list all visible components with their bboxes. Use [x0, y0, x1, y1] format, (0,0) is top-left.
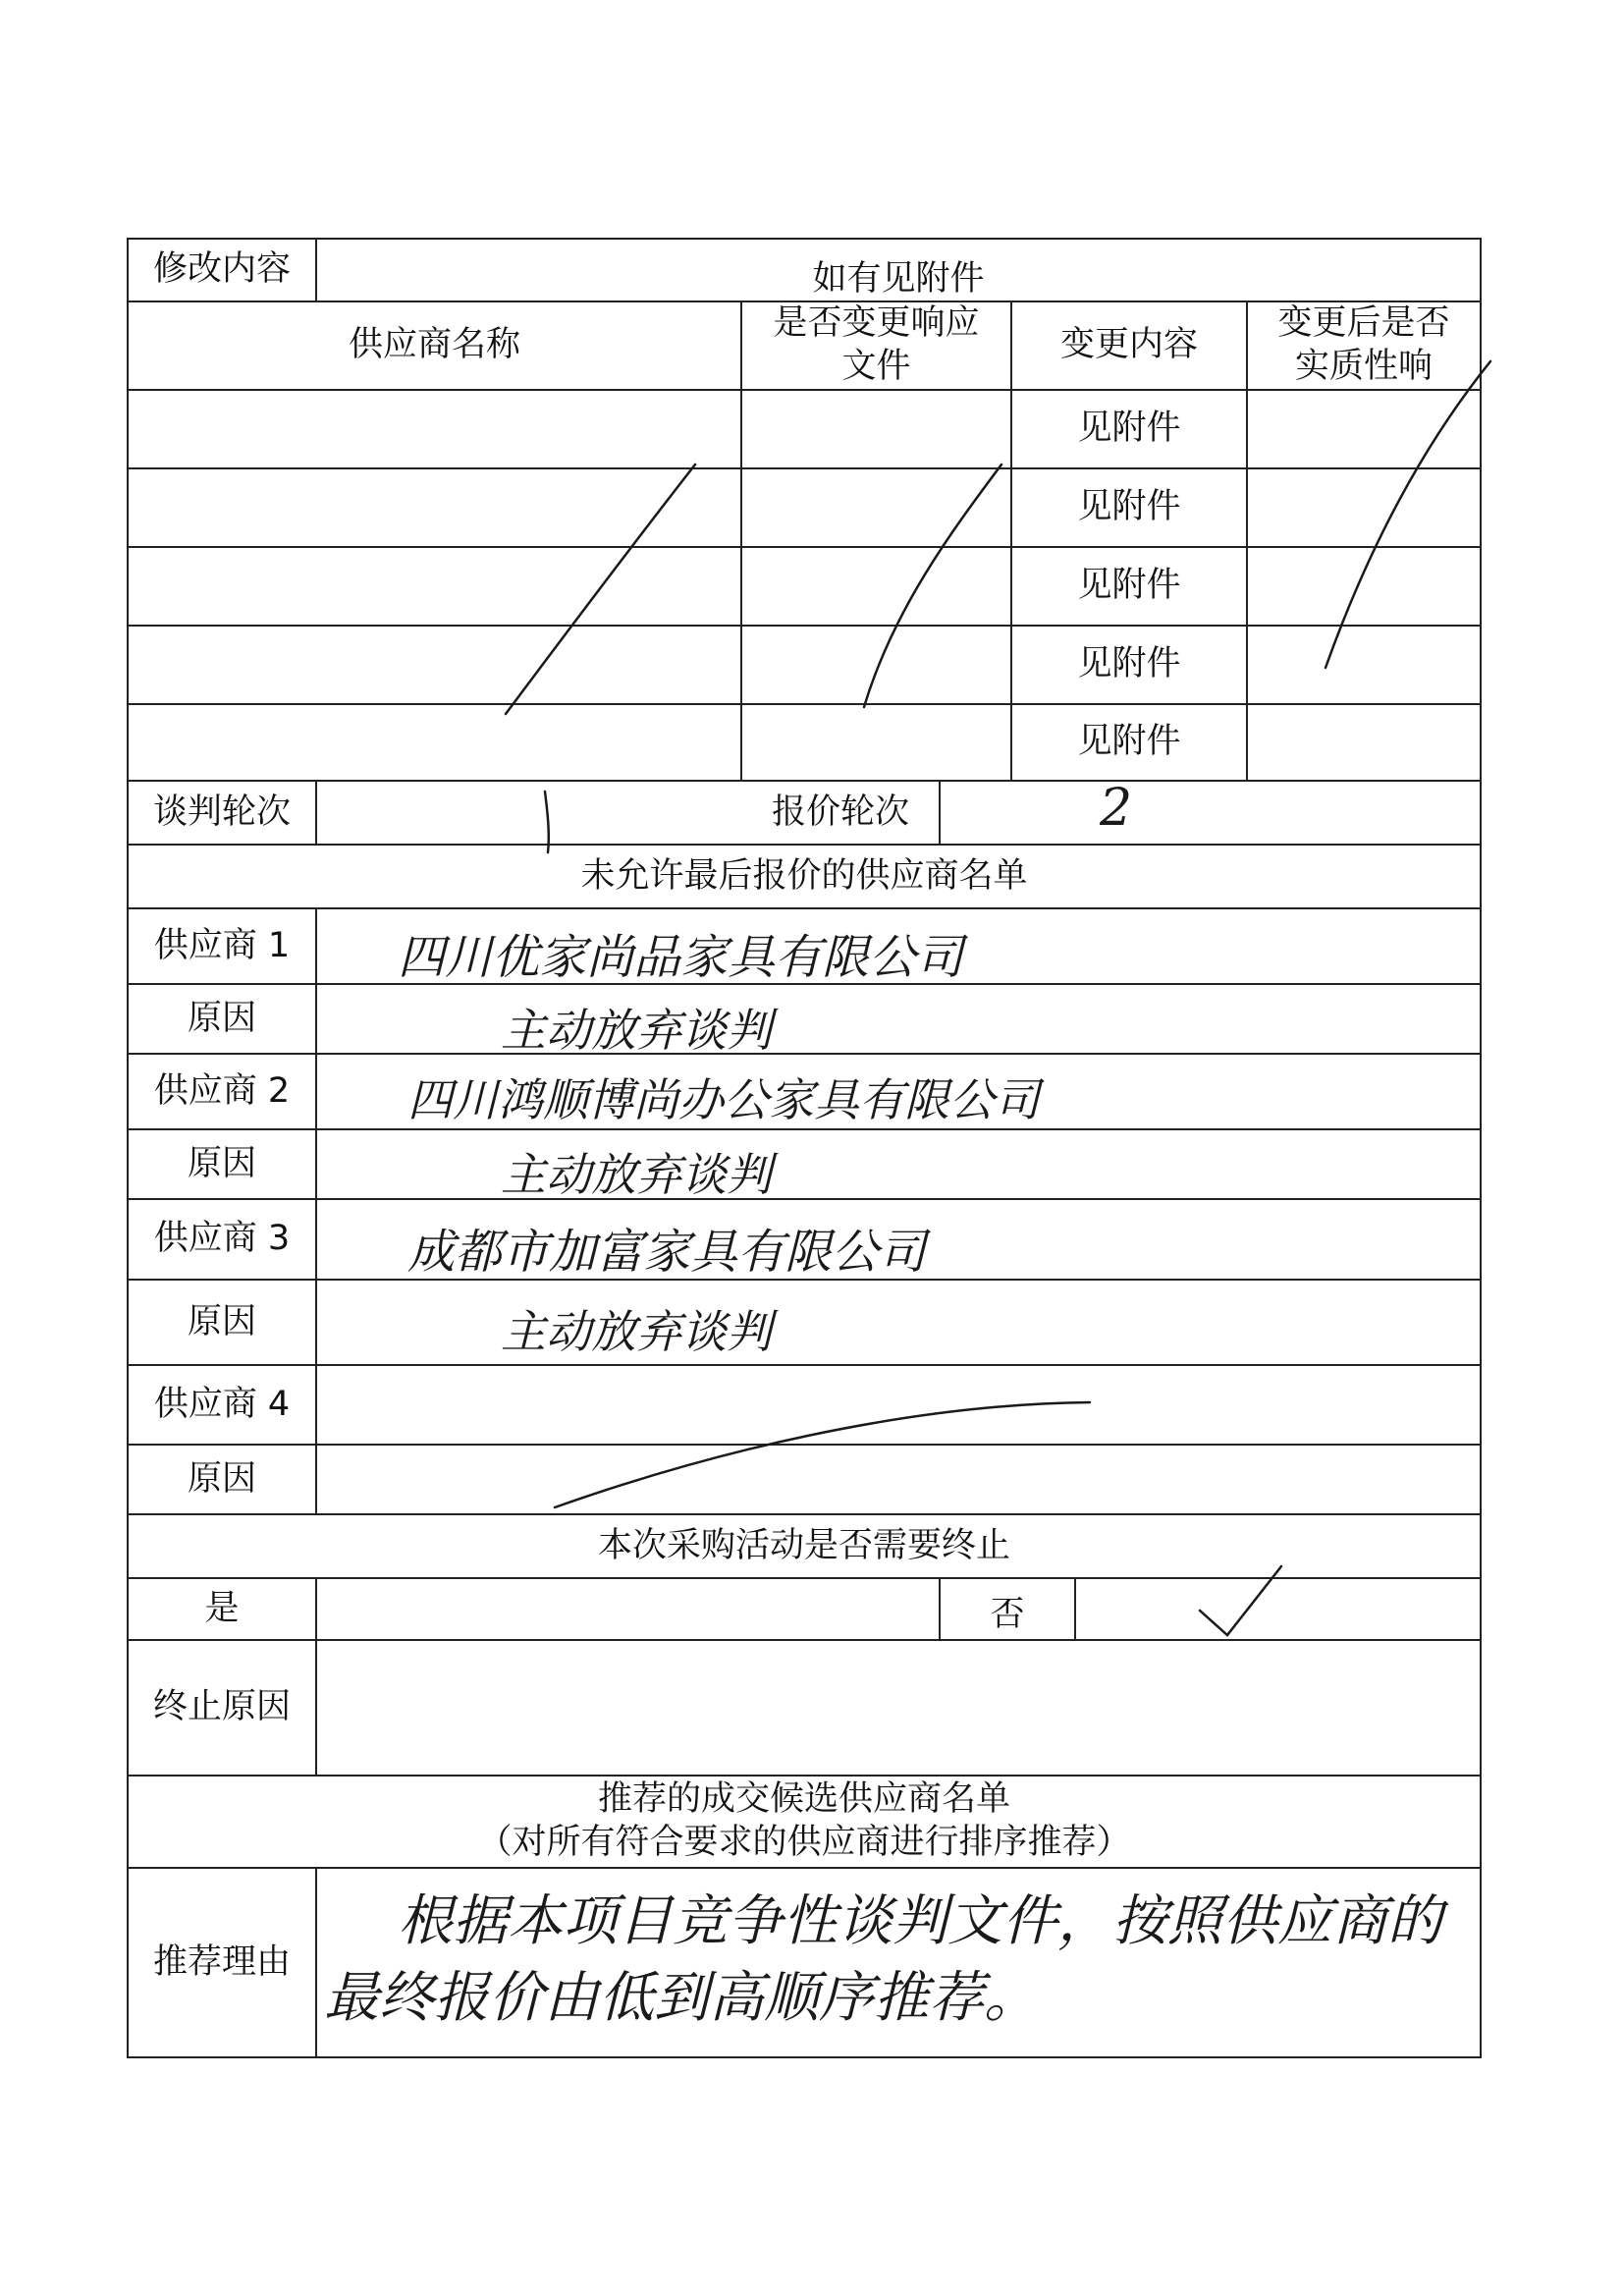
col-supplier-name: 供应商名称: [348, 325, 520, 365]
recommended-title: [128, 1776, 1481, 1868]
supplier-3-name: 成都市加富家具有限公司: [407, 1225, 927, 1280]
modify-content-label: 修改内容: [152, 249, 291, 290]
modify-content-value: 如有见附件: [812, 258, 985, 299]
handwritten-strike-mark: [506, 465, 695, 714]
supplier-3-label: 供应商 3: [153, 1219, 291, 1259]
supplier-1-name: 四川优家尚品家具有限公司: [398, 930, 964, 985]
col-substantive-line1: 变更后是否: [1277, 303, 1450, 344]
supplier-2-reason-label: 原因: [187, 1143, 256, 1183]
attachment-cell: 见附件: [1077, 409, 1181, 449]
attachment-cell: 见附件: [1077, 644, 1181, 684]
termination-reason-label: 终止原因: [152, 1687, 291, 1727]
supplier-2-label: 供应商 2: [153, 1070, 291, 1111]
attachment-cell: 见附件: [1077, 487, 1181, 527]
supplier-3-reason: 主动放弃谈判: [501, 1305, 772, 1358]
col-substantive-line2: 实质性响: [1294, 347, 1433, 386]
termination-no-label: 否: [990, 1594, 1025, 1634]
supplier-2-name: 四川鸿顺博尚办公家具有限公司: [407, 1073, 1040, 1126]
supplier-1-label: 供应商 1: [153, 925, 291, 965]
supplier-4-reason-label: 原因: [187, 1458, 256, 1499]
handwritten-strike-mark: [1325, 361, 1490, 668]
supplier-2-reason: 主动放弃谈判: [501, 1148, 772, 1201]
col-change-response-line2: 文件: [841, 347, 911, 386]
recommended-title-line2: （对所有符合要求的供应商进行排序推荐）: [477, 1823, 1131, 1862]
termination-yes-label: 是: [204, 1588, 240, 1628]
handwritten-strike-mark: [555, 1402, 1090, 1507]
recommend-reason-line2: 最终报价由低到高顺序推荐。: [324, 1966, 1039, 2030]
quote-rounds-label: 报价轮次: [771, 792, 909, 832]
quote-rounds-value: 2: [1100, 779, 1133, 838]
handwritten-strike-mark: [864, 465, 1001, 707]
col-change-content: 变更内容: [1059, 325, 1198, 365]
recommend-reason-label: 推荐理由: [152, 1941, 291, 1982]
recommend-reason-line1: 根据本项目竞争性谈判文件，按照供应商的: [398, 1889, 1442, 1953]
col-change-response-line1: 是否变更响应: [773, 303, 980, 344]
handwritten-mark: [545, 792, 549, 852]
supplier-3-reason-label: 原因: [187, 1301, 256, 1341]
recommended-title-line1: 推荐的成交候选供应商名单: [597, 1779, 1010, 1820]
col-change-response: [741, 301, 1011, 390]
excluded-suppliers-title: 未允许最后报价的供应商名单: [580, 855, 1028, 896]
attachment-cell: 见附件: [1077, 566, 1181, 606]
supplier-1-reason-label: 原因: [187, 998, 256, 1038]
supplier-1-reason: 主动放弃谈判: [501, 1004, 772, 1057]
negotiation-rounds-label: 谈判轮次: [152, 792, 291, 832]
col-substantive: [1247, 301, 1481, 390]
termination-title: 本次采购活动是否需要终止: [597, 1525, 1010, 1565]
attachment-cell: 见附件: [1077, 722, 1181, 762]
supplier-4-label: 供应商 4: [153, 1384, 291, 1424]
